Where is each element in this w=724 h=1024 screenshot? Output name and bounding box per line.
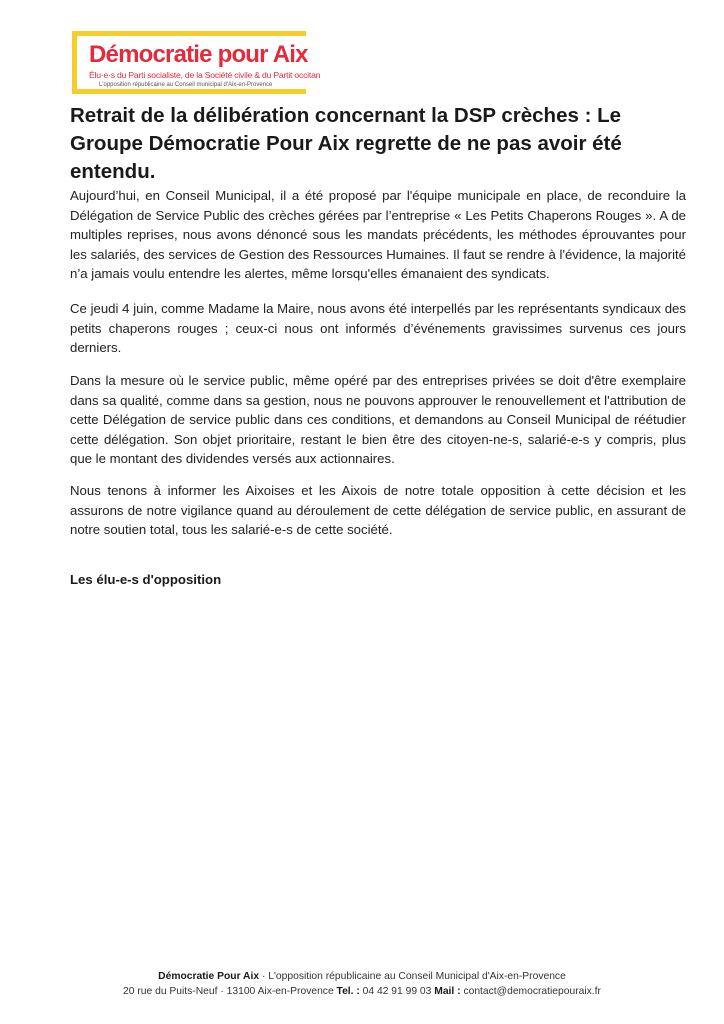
footer-line-2 — [0, 984, 724, 999]
footer-mail[interactable]: contact@democratiepouraix.fr — [460, 986, 601, 997]
signature: Les élu-e-s d'opposition — [70, 572, 222, 587]
logo-subtitle: Élu·e·s du Parti socialiste, de la Société civile & du Partit occitan — [89, 70, 321, 80]
footer-tel-label: Tel. : — [336, 986, 360, 997]
logo-title: Démocratie pour Aix — [89, 41, 308, 68]
logo — [72, 31, 321, 94]
footer-mail-label: Mail : — [434, 986, 461, 997]
logo-tagline: L'opposition républicaine au Conseil municipal d'Aix-en-Provence — [99, 82, 273, 88]
footer-description: L'opposition républicaine au Conseil Municipal d'Aix-en-Provence — [268, 971, 566, 982]
page-title: Retrait de la délibération concernant la DSP crèches : Le Groupe Démocratie Pour Aix regrette de ne pas avoir été entendu. — [70, 104, 622, 183]
paragraph-3: Dans la mesure où le service public, même opéré par des entreprises privées se doit d'être exemplaire dans sa qualité, comme dans sa gestion, nous ne pouvons approuver le renouvellement et l'attribution de cette Délégation de service public dans ces conditions, et demandons au Conseil Municipal de réétudier cette délégation. Son objet prioritaire, restant le bien être des citoyen-ne-s, salarié-e-s y compris, plus que le montant des dividendes versés aux actionnaires. — [70, 373, 686, 466]
paragraph-1: Aujourd’hui, en Conseil Municipal, il a été proposé par l'équipe municipale en place, de reconduire la Délégation de Service Public des crèches gérées par l’entreprise « Les Petits Chaperons Rouges ». A de multiples reprises, nous avons dénoncé sous les mandats précédents, les méthodes éprouvantes pour les salariés, des services de Gestion des Ressources Humaines. Il faut se rendre à l'évidence, la majorité n’a jamais voulu entendre les alertes, même lorsqu'elles émanaient des syndicats. — [70, 188, 686, 281]
paragraph-4: Nous tenons à informer les Aixoises et les Aixois de notre totale opposition à cette décision et les assurons de notre vigilance quand au déroulement de cette délégation de service public, en assurant de notre soutien total, tous les salarié-e-s de cette société. — [70, 483, 686, 537]
paragraph-2: Ce jeudi 4 juin, comme Madame la Maire, nous avons été interpellés par les représentants syndicaux des petits chaperons rouges ; ceux-ci nous ont informés d’événements gravissimes survenus ces jours derniers. — [70, 301, 686, 355]
footer-address: 20 rue du Puits-Neuf · 13100 Aix-en-Provence — [123, 986, 337, 997]
footer-org: Démocratie Pour Aix — [158, 971, 260, 982]
footer-tel: 04 42 91 99 03 — [359, 986, 435, 997]
footer-separator: · — [259, 971, 269, 982]
footer-line-1 — [0, 969, 724, 984]
